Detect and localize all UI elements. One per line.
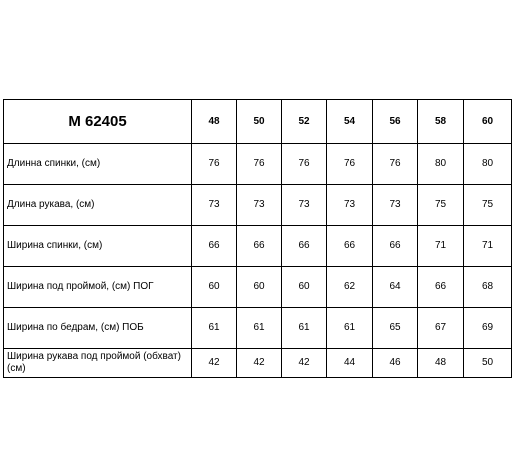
table-cell: 76 xyxy=(327,144,373,185)
table-cell: 48 xyxy=(418,349,464,378)
table-cell: 66 xyxy=(237,226,282,267)
table-row xyxy=(4,185,512,226)
table-cell: 73 xyxy=(282,185,327,226)
row-label: Ширина под проймой, (см) ПОГ xyxy=(4,267,192,308)
table-cell: 66 xyxy=(282,226,327,267)
size-header-56: 56 xyxy=(373,100,418,144)
table-cell: 66 xyxy=(373,226,418,267)
table-cell: 75 xyxy=(464,185,512,226)
table-cell: 61 xyxy=(192,308,237,349)
table-cell: 50 xyxy=(464,349,512,378)
table-cell: 42 xyxy=(237,349,282,378)
table-cell: 61 xyxy=(327,308,373,349)
table-cell: 66 xyxy=(327,226,373,267)
table-cell: 42 xyxy=(282,349,327,378)
row-label: Длинна спинки, (см) xyxy=(4,144,192,185)
table-cell: 73 xyxy=(192,185,237,226)
table-cell: 46 xyxy=(373,349,418,378)
table-cell: 61 xyxy=(282,308,327,349)
table-row xyxy=(4,308,512,349)
size-header-48: 48 xyxy=(192,100,237,144)
table-row xyxy=(4,349,512,378)
table-cell: 60 xyxy=(282,267,327,308)
table-cell: 65 xyxy=(373,308,418,349)
table-cell: 73 xyxy=(373,185,418,226)
size-header-52: 52 xyxy=(282,100,327,144)
table-row xyxy=(4,144,512,185)
row-label: Ширина рукава под проймой (обхват) (см) xyxy=(4,349,192,378)
table-cell: 67 xyxy=(418,308,464,349)
table-cell: 80 xyxy=(464,144,512,185)
size-chart-table xyxy=(3,99,512,378)
row-label: Длина рукава, (см) xyxy=(4,185,192,226)
table-cell: 68 xyxy=(464,267,512,308)
table-cell: 73 xyxy=(237,185,282,226)
size-header-54: 54 xyxy=(327,100,373,144)
table-cell: 61 xyxy=(237,308,282,349)
table-cell: 44 xyxy=(327,349,373,378)
table-header-row xyxy=(4,100,512,144)
table-cell: 66 xyxy=(418,267,464,308)
table-cell: 64 xyxy=(373,267,418,308)
size-header-50: 50 xyxy=(237,100,282,144)
row-label: Ширина спинки, (см) xyxy=(4,226,192,267)
table-cell: 80 xyxy=(418,144,464,185)
table-row xyxy=(4,226,512,267)
table-cell: 76 xyxy=(192,144,237,185)
table-cell: 76 xyxy=(373,144,418,185)
table-cell: 60 xyxy=(237,267,282,308)
row-label: Ширина по бедрам, (см) ПОБ xyxy=(4,308,192,349)
table-cell: 71 xyxy=(418,226,464,267)
table-cell: 73 xyxy=(327,185,373,226)
table-row xyxy=(4,267,512,308)
size-header-58: 58 xyxy=(418,100,464,144)
table-cell: 66 xyxy=(192,226,237,267)
size-header-60: 60 xyxy=(464,100,512,144)
model-number: М 62405 xyxy=(4,100,192,144)
table-cell: 62 xyxy=(327,267,373,308)
table-cell: 71 xyxy=(464,226,512,267)
table-cell: 69 xyxy=(464,308,512,349)
table-cell: 76 xyxy=(282,144,327,185)
table-cell: 42 xyxy=(192,349,237,378)
table-cell: 60 xyxy=(192,267,237,308)
table-cell: 76 xyxy=(237,144,282,185)
table-cell: 75 xyxy=(418,185,464,226)
